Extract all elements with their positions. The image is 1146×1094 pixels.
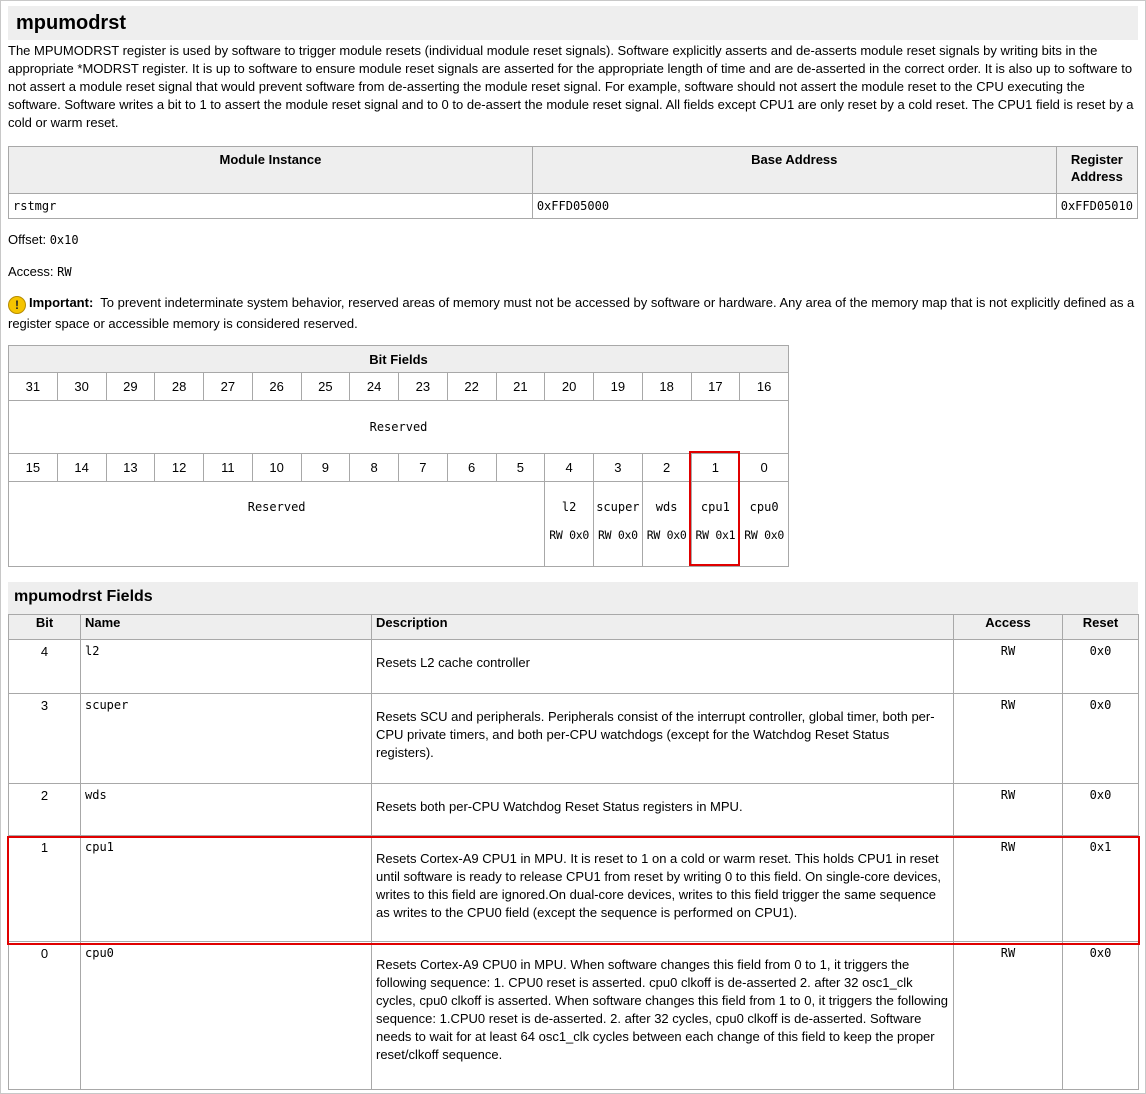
bit-number-2: 2 bbox=[642, 454, 691, 482]
bit-number-13: 13 bbox=[106, 454, 155, 482]
field-bit: 4 bbox=[9, 640, 81, 694]
bit-number-0: 0 bbox=[740, 454, 789, 482]
bit-field-access-reset: RW 0x0 bbox=[598, 528, 638, 542]
bit-field-name: l2 bbox=[561, 500, 577, 514]
field-description: Resets both per-CPU Watchdog Reset Status registers in MPU. bbox=[372, 784, 954, 836]
bit-number-20: 20 bbox=[545, 373, 594, 401]
field-access: RW bbox=[954, 942, 1063, 1090]
access-label: Access: bbox=[8, 264, 54, 279]
bit-number-18: 18 bbox=[642, 373, 691, 401]
field-name: cpu0 bbox=[81, 942, 372, 1090]
header-access: Access bbox=[954, 615, 1063, 640]
field-description: Resets SCU and peripherals. Peripherals consist of the interrupt controller, global timer, both per-CPU private timers, and both per-CPU watchdogs (except for the Watchdog Reset Status registers). bbox=[372, 694, 954, 784]
field-reset: 0x1 bbox=[1063, 836, 1139, 942]
field-name: wds bbox=[81, 784, 372, 836]
module-instance-table bbox=[8, 146, 1138, 219]
bit-field-access-reset: RW 0x0 bbox=[744, 528, 784, 542]
field-description: Resets Cortex-A9 CPU0 in MPU. When software changes this field from 0 to 1, it triggers the following sequence: 1. CPU0 reset is asserted. cpu0 clkoff is de-asserted 2. after 32 osc1_clk cycles, cpu0 clkoff is asserted. When software changes this field from 1 to 0, it triggers the following sequence: 1.CPU0 reset is de-asserted. 2. after 32 cycles, cpu0 clkoff is de-asserted. Software needs to wait for at least 64 osc1_clk cycles between each change of this field to keep the proper reset/clkoff sequence. bbox=[372, 942, 954, 1090]
field-name: l2 bbox=[81, 640, 372, 694]
field-reset: 0x0 bbox=[1063, 694, 1139, 784]
lower-bits-row bbox=[9, 454, 789, 482]
bit-number-9: 9 bbox=[301, 454, 350, 482]
register-address-value: 0xFFD05010 bbox=[1056, 194, 1137, 219]
bit-field-l2 bbox=[545, 482, 594, 567]
bit-number-16: 16 bbox=[740, 373, 789, 401]
module-instance-value: rstmgr bbox=[9, 194, 533, 219]
bit-number-10: 10 bbox=[252, 454, 301, 482]
access-value: RW bbox=[57, 265, 72, 279]
header-bit: Bit bbox=[9, 615, 81, 640]
bit-number-11: 11 bbox=[204, 454, 253, 482]
bit-field-scuper bbox=[594, 482, 643, 567]
field-reset: 0x0 bbox=[1063, 640, 1139, 694]
header-reset: Reset bbox=[1063, 615, 1139, 640]
bit-field-cpu0 bbox=[740, 482, 789, 567]
bit-number-30: 30 bbox=[57, 373, 106, 401]
bit-number-3: 3 bbox=[594, 454, 643, 482]
bit-number-7: 7 bbox=[399, 454, 448, 482]
field-bit: 2 bbox=[9, 784, 81, 836]
bit-number-19: 19 bbox=[594, 373, 643, 401]
bit-number-6: 6 bbox=[447, 454, 496, 482]
field-access: RW bbox=[954, 836, 1063, 942]
highlight-box-row-cpu1 bbox=[7, 836, 1140, 945]
bit-number-15: 15 bbox=[9, 454, 58, 482]
field-bit: 0 bbox=[9, 942, 81, 1090]
bit-fields-header: Bit Fields bbox=[9, 346, 789, 373]
table-row bbox=[9, 784, 1139, 836]
field-name: cpu1 bbox=[81, 836, 372, 942]
bit-field-access-reset: RW 0x1 bbox=[695, 528, 736, 542]
field-reset: 0x0 bbox=[1063, 942, 1139, 1090]
warning-icon: ! bbox=[8, 296, 26, 314]
bit-field-access-reset: RW 0x0 bbox=[549, 528, 589, 542]
offset-label: Offset: bbox=[8, 232, 47, 247]
table-row bbox=[9, 942, 1139, 1090]
bit-fields-table bbox=[8, 345, 789, 567]
important-note bbox=[8, 293, 1140, 333]
upper-bits-row bbox=[9, 373, 789, 401]
header-base-address: Base Address bbox=[532, 147, 1056, 194]
bit-number-8: 8 bbox=[350, 454, 399, 482]
field-access: RW bbox=[954, 784, 1063, 836]
bit-field-name: cpu0 bbox=[749, 500, 779, 514]
access-line bbox=[8, 264, 72, 279]
bit-number-25: 25 bbox=[301, 373, 350, 401]
field-description: Resets Cortex-A9 CPU1 in MPU. It is reset to 1 on a cold or warm reset. This holds CPU1 in reset until software is ready to release CPU1 from reset by writing 0 to this field. On single-core devices, writes to this field are ignored.On dual-core devices, writes to this field trigger the same sequence as writes to the CPU0 field (except the sequence is performed on CPU1). bbox=[372, 836, 954, 942]
bit-number-27: 27 bbox=[204, 373, 253, 401]
header-name: Name bbox=[81, 615, 372, 640]
field-access: RW bbox=[954, 694, 1063, 784]
important-label: Important: bbox=[29, 295, 94, 310]
fields-section-title: mpumodrst Fields bbox=[14, 588, 153, 605]
bit-number-14: 14 bbox=[57, 454, 106, 482]
highlight-box-bit-cpu1 bbox=[689, 451, 740, 566]
table-row bbox=[9, 694, 1139, 784]
field-reset: 0x0 bbox=[1063, 784, 1139, 836]
bit-number-23: 23 bbox=[399, 373, 448, 401]
bit-field-name: cpu1 bbox=[700, 500, 730, 514]
offset-line bbox=[8, 232, 79, 247]
bit-number-29: 29 bbox=[106, 373, 155, 401]
bit-field-wds bbox=[642, 482, 691, 567]
register-title-bar bbox=[8, 6, 1138, 40]
field-bit: 1 bbox=[9, 836, 81, 942]
bit-field-access-reset: RW 0x0 bbox=[646, 528, 687, 542]
header-module-instance: Module Instance bbox=[9, 147, 533, 194]
bit-number-12: 12 bbox=[155, 454, 204, 482]
important-text: To prevent indeterminate system behavior, reserved areas of memory must not be accessed by software or hardware. Any area of the memory map that is not explicitly defined as a register space or accessible memory is considered reserved. bbox=[8, 295, 1135, 331]
bit-number-24: 24 bbox=[350, 373, 399, 401]
bit-number-5: 5 bbox=[496, 454, 545, 482]
header-register-address: Register Address bbox=[1056, 147, 1137, 194]
lower-reserved: Reserved bbox=[9, 482, 545, 567]
field-bit: 3 bbox=[9, 694, 81, 784]
upper-reserved: Reserved bbox=[9, 401, 789, 454]
register-title: mpumodrst bbox=[16, 12, 126, 34]
offset-value: 0x10 bbox=[49, 233, 79, 247]
bit-number-28: 28 bbox=[155, 373, 204, 401]
bit-number-21: 21 bbox=[496, 373, 545, 401]
bit-number-17: 17 bbox=[691, 373, 740, 401]
bit-number-22: 22 bbox=[447, 373, 496, 401]
field-access: RW bbox=[954, 640, 1063, 694]
base-address-value: 0xFFD05000 bbox=[532, 194, 1056, 219]
register-description: The MPUMODRST register is used by software to trigger module resets (individual module reset signals). Software explicitly asserts and de-asserts module reset signals by writing bits in the appropriate *MODRST register. It is up to software to ensure module reset signals are asserted for the appropriate length of time and are de-asserted in the correct order. It is also up to software to not assert a module reset signal that would prevent software from de-asserting the module reset signal. For example, software should not assert the module reset to the CPU executing the software. Software writes a bit to 1 to assert the module reset signal and to 0 to de-assert the module reset signal. All fields except CPU1 are only reset by a cold reset. The CPU1 field is reset by a cold or warm reset. bbox=[8, 43, 1134, 130]
bit-number-31: 31 bbox=[9, 373, 58, 401]
bit-number-4: 4 bbox=[545, 454, 594, 482]
bit-field-name: scuper bbox=[596, 500, 640, 514]
field-name: scuper bbox=[81, 694, 372, 784]
field-row bbox=[9, 482, 789, 567]
bit-number-26: 26 bbox=[252, 373, 301, 401]
bit-number-1: 1 bbox=[691, 454, 740, 482]
table-row bbox=[9, 640, 1139, 694]
fields-section-bar bbox=[8, 582, 1138, 614]
field-description: Resets L2 cache controller bbox=[372, 640, 954, 694]
header-description: Description bbox=[372, 615, 954, 640]
bit-field-name: wds bbox=[655, 500, 678, 514]
